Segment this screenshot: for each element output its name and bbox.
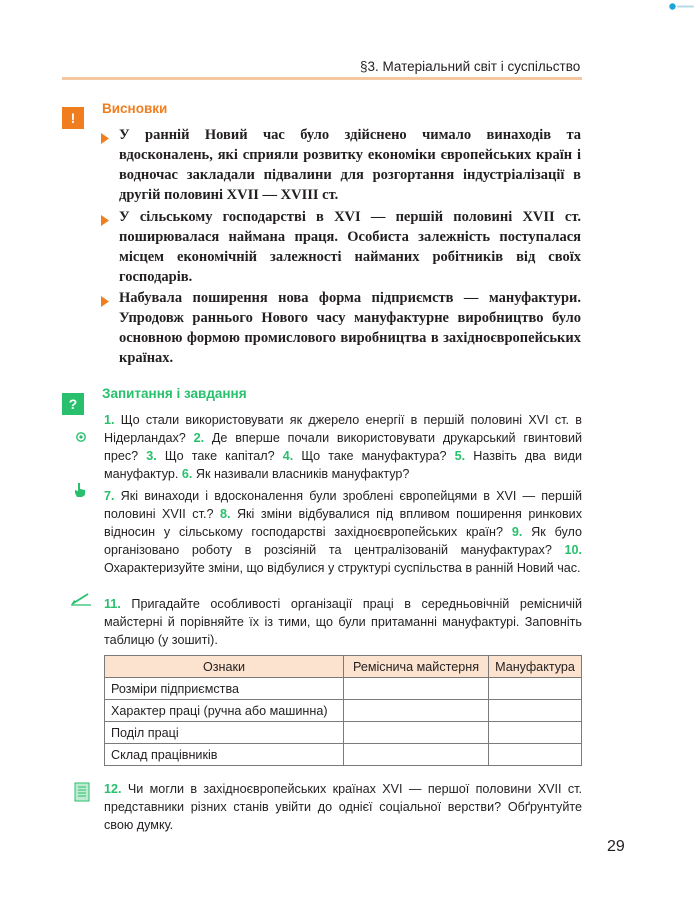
- question-text: Як було організовано роботу в розсіяній та централізованій мануфактурах?: [104, 525, 583, 557]
- table-cell: [344, 744, 489, 766]
- question-text: Пригадайте особливості організації праці в середньовічній ремісничій майстерні й порівняйте їх із тими, що були притаманні мануфактурі. Заповніть таблицю (у зошиті).: [104, 597, 582, 647]
- questions-group-2: [104, 487, 582, 577]
- notebook-icon: [74, 782, 90, 802]
- question-text: Де вперше почали використовувати друкарський гвинтовий прес?: [104, 431, 583, 463]
- header-divider: [62, 77, 582, 80]
- table-cell: [489, 678, 582, 700]
- bullet-arrow-icon: [101, 296, 109, 307]
- table-cell: [489, 744, 582, 766]
- exclamation-icon: !: [62, 107, 84, 129]
- comparison-table: [104, 655, 582, 766]
- table-header: Ознаки: [105, 656, 344, 678]
- bullet-arrow-icon: [101, 215, 109, 226]
- hand-pointer-icon: [73, 482, 87, 498]
- table-cell: Розміри підприємства: [105, 678, 344, 700]
- question-number: 7.: [104, 489, 115, 503]
- question-text: Що таке капітал?: [164, 449, 275, 463]
- questions-heading: Запитання і завдання: [102, 386, 247, 401]
- question-number: 3.: [146, 449, 157, 463]
- question-number: 1.: [104, 413, 115, 427]
- question-text: Які винаходи і вдосконалення були зроблені європейцями в XVI — першій половині XVII ст.?: [104, 489, 582, 521]
- table-header: Реміснича майстерня: [344, 656, 489, 678]
- question-text: Назвіть два види мануфактур.: [104, 449, 583, 481]
- bullet-arrow-icon: [101, 133, 109, 144]
- table-cell: [344, 678, 489, 700]
- table-row: [105, 700, 582, 722]
- table-cell: [489, 700, 582, 722]
- publisher-logo-icon: [669, 3, 695, 10]
- question-number: 4.: [282, 449, 294, 463]
- question-number: 10.: [564, 543, 582, 557]
- table-cell: [489, 722, 582, 744]
- question-text: Охарактеризуйте зміни, що відбулися у структурі суспільства в ранній Новий час.: [104, 561, 581, 575]
- table-cell: Поділ праці: [105, 722, 344, 744]
- conclusion-item: Набувала поширення нова форма підприємств — мануфактури. Упродовж раннього Нового часу мануфактурне виробництво було основною формою промислового виробництва в західноєвропейських країнах.: [119, 290, 581, 366]
- table-header: Мануфактура: [489, 656, 582, 678]
- question-number: 2.: [193, 431, 205, 445]
- question-number: 9.: [511, 525, 523, 539]
- question-text: Що таке мануфактура?: [301, 449, 447, 463]
- question-number: 11.: [104, 597, 121, 611]
- question-number: 5.: [454, 449, 466, 463]
- table-row: [105, 678, 582, 700]
- questions-group-1: [104, 411, 582, 483]
- question-number: 8.: [219, 507, 231, 521]
- pencil-write-icon: [70, 592, 92, 606]
- chapter-title: §3. Матеріальний світ і суспільство: [360, 59, 581, 74]
- question-text: Чи могли в західноєвропейських країнах XVI — першої половини XVII ст. представники різних станів увійти до однієї соціальної верстви? Обґрунтуйте свою думку.: [104, 782, 583, 832]
- table-row: [105, 744, 582, 766]
- conclusion-item: У сільському господарстві в XVI — першій половині XVII ст. поширювалася наймана праця. Особиста залежність поступалася місцем економічній залежності найманих робітників від своїх господарів.: [119, 209, 581, 285]
- table-cell: [344, 700, 489, 722]
- question-text: Які зміни відбувалися під впливом поширення ринкових відносин у сільському господарстві західноєвропейських країн?: [104, 507, 582, 539]
- table-cell: Склад працівників: [105, 744, 344, 766]
- question-icon: ?: [62, 393, 84, 415]
- question-text: Що стали використовувати як джерело енергії в першій половині XVI ст. в Нідерландах?: [104, 413, 582, 445]
- table-cell: Характер праці (ручна або машинна): [105, 700, 344, 722]
- question-11: [104, 595, 582, 649]
- table-header-row: [105, 656, 582, 678]
- table-cell: [344, 722, 489, 744]
- question-number: 12.: [104, 782, 122, 796]
- conclusion-item: У ранній Новий час було здійснено чимало винаходів та вдосконалень, які сприяли розвитку економіки європейських країн і водночас закладали підвалини для розгортання індустріалізації в другій половині XVII — XVIII ст.: [119, 127, 581, 203]
- conclusions-heading: Висновки: [102, 101, 168, 116]
- table-row: [105, 722, 582, 744]
- question-text: Як називали власників мануфактур?: [195, 467, 410, 481]
- question-12: [104, 780, 582, 834]
- page-number: 29: [607, 838, 625, 855]
- question-number: 6.: [181, 467, 193, 481]
- target-icon: [76, 432, 86, 442]
